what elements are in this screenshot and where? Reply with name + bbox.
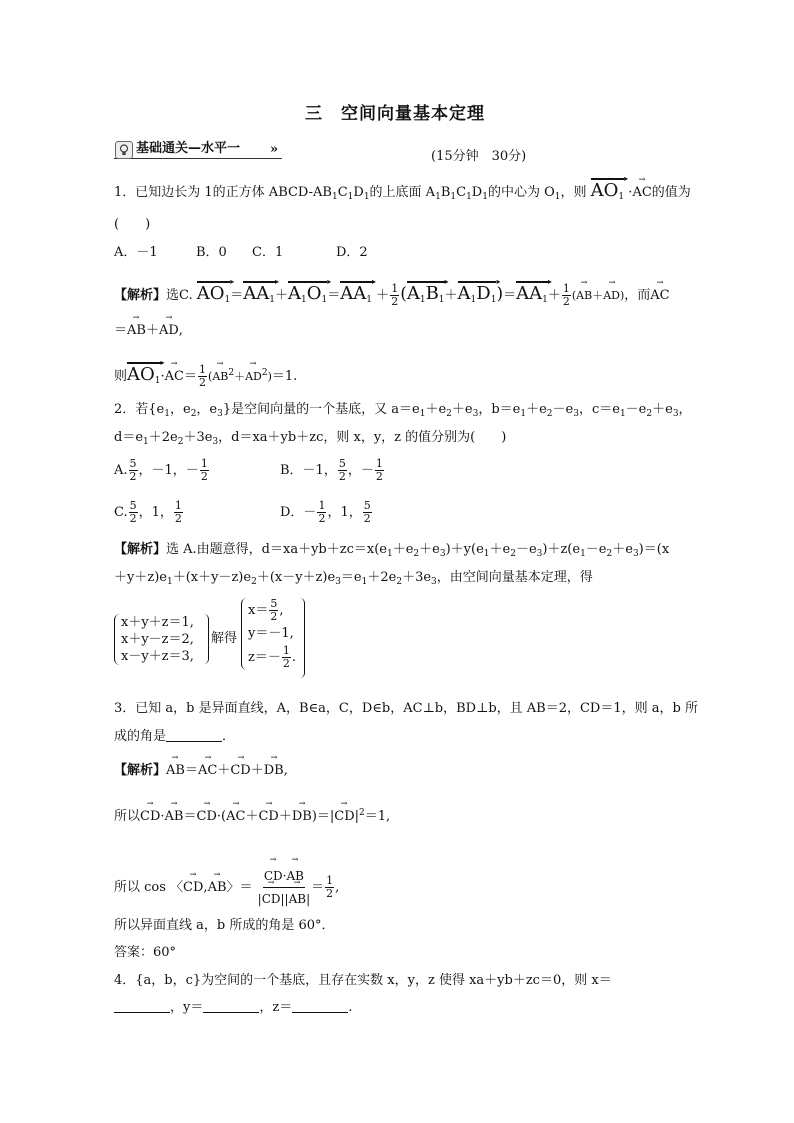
q4-stem-line2: ，y＝ ，z＝ . [114,1000,352,1016]
q3-stem-line1: 3．已知 a，b 是异面直线，A，B∈a，C，D∈b，AC⊥b，BD⊥b，且 AB＝2，CD＝1，则 a，b 所 [114,701,698,716]
q2-option-a: A. $\frac{5}{2}$ ，－1，－ $\frac{1}{2}$ [114,457,208,483]
q2-system-equations: x＋y＋z＝1, x＋y－z＝2, x－y＋z＝3, [114,614,194,665]
q3-answer: 答案：60° [114,945,177,960]
q1-option-c: C．1 [252,245,284,260]
q3-analysis-line2: 所以→ $CD\cdot\to AB=\to CD\cdot(\to AC+\to CD+\to DB)=|\to CD|^2=1$, [114,805,390,825]
q1-analysis-line2: ＝→ AB＋→ AD, [114,323,183,339]
q2-analysis-line2: $+y+z)e_1+(x+y-z)e_2+(x-y+z)e_3=e_1+2e_2+3e_3$，由空间向量基本定理，得 [114,570,593,587]
q3-conclusion: 所以异面直线 a，b 所成的角是 60°． [114,918,335,933]
q3-answer-blank[interactable] [166,729,222,742]
lightbulb-icon [115,141,133,159]
q3-analysis-line1: 【解析】→ AB＝→ AC＋→ CD＋→ DB, [114,763,288,779]
q2-option-d: D．－ $\frac{1}{2}$ ，1， $\frac{5}{2}$ [280,499,371,525]
q2-solution: x＝ $\frac{5}{2}$ , y＝－1, z＝－ $\frac{1}{2}$ . [241,598,296,670]
q1-option-b: B．0 [196,245,227,260]
q1-option-d: D．2 [336,245,368,260]
q2-system-brace-right [204,614,209,664]
q4-stem-line1: 4．{a，b，c}为空间的一个基底，且存在实数 x，y，z 使得 xa＋yb＋zc＝0，则 x＝ [114,973,612,988]
q1-paren: ( ) [114,217,151,232]
q1-analysis: 【解析】选C. $AO_1$ $▸=AA_1$ $▸+A_1O_1$ $▸=AA_1$ ▸ ＋ $\frac{1}{2}$ ($A_1B_1$ $▸+A_1D_1$ $▸)=AA_1$ ▸＋ $\frac{1}{2}$ (→ AB＋→ AD)，而→ AC [114,283,670,308]
page-title: 三 空间向量基本定理 [305,104,485,124]
q2-option-c: C. $\frac{5}{2}$ ，1， $\frac{1}{2}$ [114,499,182,525]
q4-z-blank[interactable] [292,1000,348,1013]
q2-option-b: B．－1， $\frac{5}{2}$ ，－ $\frac{1}{2}$ [280,457,383,483]
q2-stem-line1: 2．若{$e_1$，$e_2$，$e_3$}是空间向量的一个基底，又 $a=e_1+e_2+e_3$，$b=e_1+e_2-e_3$，$c=e_1-e_2+e_3$， [114,402,692,419]
q4-y-blank[interactable] [203,1000,259,1013]
q2-solve-word: 解得 [211,631,238,646]
q1-stem: 1．已知边长为 1的正方体 ABCD-$AB_1C_1D_1$的上底面 $A_1B_1C_1D_1$的中心为 $O_1$，则 $AO_1$ ▸ ·→ AC的值为 [114,183,691,205]
section-label: 基础通关—水平一 [136,141,241,156]
q2-stem-line2: $d=e_1+2e_2+3e_3$，d＝xa＋yb＋zc，则 x，y，z 的值分别为( ) [114,430,507,447]
q3-stem-line2: 成的角是 ． [114,729,236,744]
q2-solution-brace-right [300,598,305,678]
q1-analysis-line3: 则$AO_1$ ▸·→ AC＝ $\frac{1}{2}$ (→ $AB^2+\to AD^2)=1$. [114,364,297,389]
q3-analysis-line3: 所以 cos 〈→ CD,→ AB〉＝ → $\frac{CD\cdot\to AB}{|\to CD||\to AB|}$ ＝ $\frac{1}{2}$ , [114,865,339,910]
q2-analysis-line1: 【解析】选 A.由题意得，$d=xa+yb+zc=x(e_1+e_2+e_3)+y(e_1+e_2-e_3)+z(e_1-e_2+e_3)=(x$ [114,542,670,559]
double-chevron-icon: » [270,142,279,157]
section-timing: (15分钟 30分) [431,149,527,164]
q1-option-a: A．－1 [114,245,158,260]
q4-x-blank[interactable] [114,1000,170,1013]
